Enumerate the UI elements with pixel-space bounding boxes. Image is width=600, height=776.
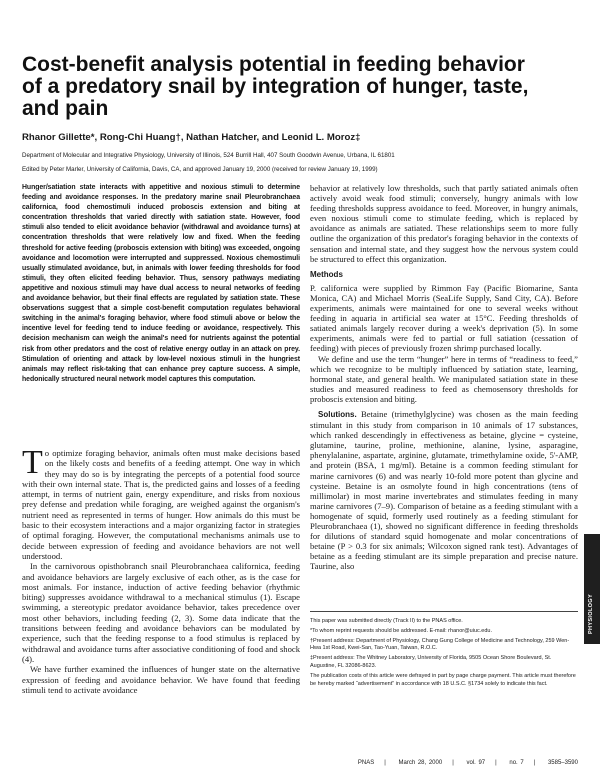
issue-date: March 28, 2000 bbox=[398, 760, 443, 766]
footnote-publication-costs: The publication costs of this article were defrayed in part by page charge payment. This article must therefore be hereby marked “advertisement” in accordance with 18 U.S.C. §1734 solely to indicate this fact. bbox=[310, 672, 576, 687]
abstract: Hunger/satiation state interacts with appetitive and noxious stimuli to determine feeding and avoidance responses. In the predatory marine snail Pleurobranchaea californica, food chemostimuli induced proboscis extension and biting at concentration thresholds that varied directly with satiation state. However, food stimuli also tended to elicit avoidance behavior (withdrawal and avoidance turns) at concentration thresholds that were relatively low and fixed. When the feeding threshold for active feeding (proboscis extension with biting) was exceeded, ongoing avoidance and locomotion were interrupted and suppressed. Noxious chemostimuli usually stimulated avoidance, but, in animals with lower feeding thresholds for food stimuli, they often elicited feeding behavior. Thus, sensory pathways mediating appetitive and noxious stimuli may have dual access to neural networks of feeding and avoidance behavior, but their final effects are regulated by satiation state. These observations suggest that a simple cost-benefit computation regulates behavioral switching in the animal's foraging behavior, where food stimuli above or below the incentive level for feeding tend to induce feeding or avoidance, respectively. This decision mechanism can weigh the animal's need for nutrients against the potential risk from other predators and the cost of relative energy outlay in an attack on prey. Stimulation of orienting and attack by low-level noxious stimuli in the hungriest animals may reflect risk-taking that can enhance prey capture success. A simple, hedonically structured neural network model captures this computation. bbox=[22, 184, 300, 383]
footnote-address-2: ‡Present address: The Whitney Laboratory, University of Florida, 9505 Ocean Shore Boulevard, St. Augustine, FL 32086-8623. bbox=[310, 655, 552, 669]
solutions-text: Betaine (trimethylglycine) was chosen as the main feeding stimulant in this study from comparison in 10 animals of 17 substances, which ranked descendingly in effectiveness as betaine, glycine = cysteine, glutamine, taurine, proline, methionine, alanine, lysine, asparagine, phenylalanine, aspartate, arginine, glutamate, trimethylamine oxide, 5'-AMP, and protein (BSA, 1 mg/ml). Betaine is a common feeding stimulant for marine carnivores (6) and was nearly 10-fold more potent than glycine and cysteine. Betaine is an osmolyte found in high concentrations (tens of millimolar) in most marine invertebrates and stimulates feeding in many marine carnivores (7–9). Comparison of betaine as a feeding stimulant with a homogenate of squid, formerly used routinely as a feeding stimulant for Pleurobranchaea (1), showed no significant difference in feeding thresholds for dilutions of standard squid homogenate and molar concentrations of betaine (P > 0.3 for six animals; Wilcoxon signed rank test). Advantages of betaine as a feeding stimulant are its simple preparation and precise nature. Taurine, also bbox=[310, 408, 578, 572]
introduction-column bbox=[22, 444, 300, 695]
intro-paragraph-2: In the carnivorous opisthobranch snail Pleurobranchaea californica, feeding and avoidance behaviors are largely exclusive of each other, as is the case for most animals. For instance, induction of active feeding behavior (rhythmic biting) suppresses avoidance withdrawal to a mechanical stimulus (1). Escape swimming, a stereotypic predator avoidance behavior, takes precedence over most other behaviors, including feeding (2, 3). Some data indicate that the transitions between feeding and avoidance behaviors can be modulated by experience, such that the feeding response to a food stimulus is replaced by withdrawal and avoidance turns after associative conditioning of food and shock (4). bbox=[22, 561, 300, 664]
methods-paragraph-2: We define and use the term “hunger” here in terms of “readiness to feed,” which we recognize to be multiply influenced by satiation state, learning, hormonal state, and general health. We manipulated satiation state in these studies and measured readiness to feed as chemosensory thresholds for proboscis extension and biting. bbox=[310, 353, 578, 404]
edited-by-note: Edited by Peter Marler, University of California, Davis, CA, and approved January 19, 2000 (received for review January 19, 1999) bbox=[22, 166, 378, 173]
side-tab-label: PHYSIOLOGY bbox=[588, 594, 594, 634]
affiliation: Department of Molecular and Integrative Physiology, University of Illinois, 524 Burrill Hall, 407 South Goodwin Avenue, Urbana, IL 61801 bbox=[22, 152, 395, 159]
footnotes bbox=[310, 611, 578, 690]
footnote-submission: This paper was submitted directly (Track II) to the PNAS office. bbox=[310, 618, 463, 624]
volume: vol. 97 bbox=[466, 760, 486, 766]
intro-paragraph-1-text: o optimize foraging behavior, animals often must make decisions based on the likely costs and benefits of a feeding attempt. One way in which they may do so is by integrating the percepts of a potential food source with their own internal state. That is, the predicted gains and losses of a feeding attempt, in terms of nutrient gain, energy expenditure, and risks from noxious prey defense and predation while foraging, are weighed against the organism's nutrient need as represented in terms of hunger. How animals do this must be basic to their ecosystem interactions and a major organizing factor in strategies of optimal foraging. However, the computational mechanisms animals use to decide between expression of feeding and avoidance behaviors are not well understood. bbox=[22, 448, 300, 561]
footnote-address-1: †Present address: Department of Physiology, Chang Gung College of Medicine and Technology, 259 Wen-Hwa 1st Road, Kwei-San, Tao-Yuan, Taiwan, R.O.C. bbox=[310, 637, 570, 652]
drop-cap: T bbox=[22, 444, 43, 481]
solutions-paragraph bbox=[310, 409, 578, 572]
issue-number: no. 7 bbox=[509, 760, 524, 766]
intro-paragraph-3: We have further examined the influences of hunger state on the alternative expression of feeding and avoidance behavior. We have found that feeding stimuli tend to activate avoidance bbox=[22, 664, 300, 695]
page-range: 3585–3590 bbox=[547, 760, 578, 766]
right-column bbox=[310, 183, 578, 571]
author-list: Rhanor Gillette*, Rong-Chi Huang†, Nathan Hatcher, and Leonid L. Moroz‡ bbox=[22, 132, 361, 143]
journal-name: PNAS bbox=[357, 760, 375, 766]
methods-paragraph-1: P. californica were supplied by Rimmon Fay (Pacific Biomarine, Santa Monica, CA) and Michael Morris (SeaLife Supply, Sand City, CA). Before experiments, animals were maintained for one to several weeks without feeding in aquaria in artificial sea water at 15°C. Feeding thresholds of satiated animals largely recover during a week's deprivation (5). In some experiments, animals were fed to partial or full satiation (cessation of feeding) with pieces of previously frozen shrimp purchased locally. bbox=[310, 282, 578, 354]
page-footer: PNAS | March 28, 2000 | vol. 97 | no. 7 | 3585–3590 bbox=[357, 760, 578, 766]
intro-continuation: behavior at relatively low thresholds, such that partly satiated animals often actively avoid weak food stimuli; conversely, hungry animals with low feeding thresholds suppress avoidance to feed. Moreover, in hungry animals, even noxious stimuli come to stimulate feeding, which is replaced by avoidance as animals are satiated. These relationships seem to more fully outline the organization of this predator's foraging behavior in the contexts of sensation and internal state, and they suggest how the nervous system could be structured to effect this organization. bbox=[310, 183, 578, 264]
footnote-correspondence: *To whom reprint requests should be addressed. E-mail: rhanor@uiuc.edu. bbox=[310, 627, 492, 634]
subsection-heading-solutions: Solutions. bbox=[318, 409, 357, 419]
section-heading-methods: Methods bbox=[310, 269, 343, 279]
intro-paragraph-1 bbox=[22, 444, 300, 561]
paper-title: Cost-benefit analysis potential in feeding behavior of a predatory snail by integration of hunger, taste, and pain bbox=[22, 53, 529, 120]
section-side-tab bbox=[584, 534, 600, 644]
